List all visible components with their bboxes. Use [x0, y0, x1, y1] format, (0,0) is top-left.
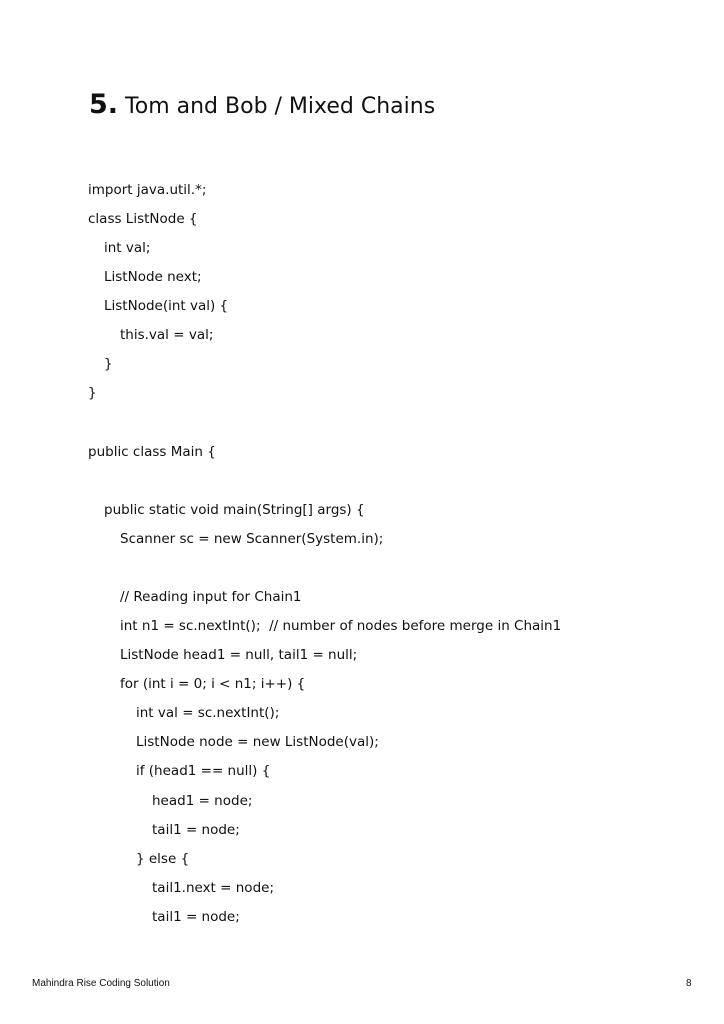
- code-line: public class Main {: [88, 444, 216, 460]
- code-line: } else {: [136, 851, 190, 867]
- code-line: ListNode head1 = null, tail1 = null;: [120, 647, 358, 663]
- code-line: int val;: [104, 240, 151, 256]
- page-number: 8: [686, 978, 692, 989]
- code-line: ListNode next;: [104, 269, 202, 285]
- code-line: ListNode node = new ListNode(val);: [136, 734, 379, 750]
- section-number: 5.: [89, 89, 119, 120]
- code-line: class ListNode {: [88, 211, 198, 227]
- code-line: }: [104, 356, 113, 372]
- code-line: this.val = val;: [120, 327, 214, 343]
- code-line: if (head1 == null) {: [136, 763, 271, 779]
- code-comment: // Reading input for Chain1: [120, 589, 302, 605]
- code-line: tail1 = node;: [152, 822, 240, 838]
- code-line: int n1 = sc.nextInt(); // number of nodes before merge in Chain1: [120, 618, 562, 634]
- code-line: head1 = node;: [152, 793, 253, 809]
- code-line: public static void main(String[] args) {: [104, 502, 365, 518]
- code-line: Scanner sc = new Scanner(System.in);: [120, 531, 384, 547]
- code-line: ListNode(int val) {: [104, 298, 229, 314]
- footer-source: Mahindra Rise Coding Solution: [32, 978, 170, 989]
- code-line: }: [88, 385, 97, 401]
- code-line: for (int i = 0; i < n1; i++) {: [120, 676, 306, 692]
- code-line: tail1.next = node;: [152, 880, 274, 896]
- section-title-text: Tom and Bob / Mixed Chains: [125, 94, 436, 119]
- code-line: import java.util.*;: [88, 182, 207, 198]
- code-line: tail1 = node;: [152, 909, 240, 925]
- code-line: int val = sc.nextInt();: [136, 705, 280, 721]
